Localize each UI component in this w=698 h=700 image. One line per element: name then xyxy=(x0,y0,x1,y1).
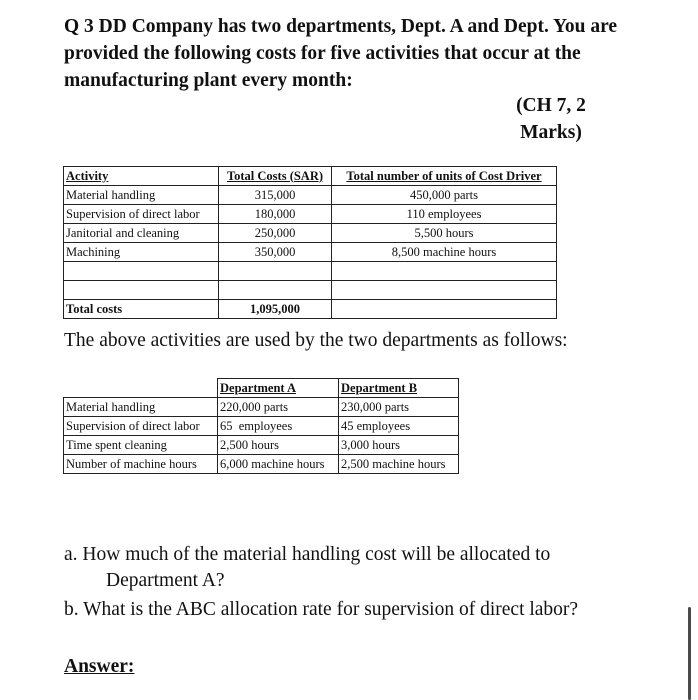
question-a-line2: Department A? xyxy=(106,570,225,591)
total-label: Total costs xyxy=(64,300,219,319)
usage-intro: The above activities are used by the two departments as follows: xyxy=(64,330,568,351)
empty-row xyxy=(64,262,557,281)
table-row xyxy=(64,224,557,243)
header-activity: Activity xyxy=(64,167,219,186)
dept-b-cell: 230,000 parts xyxy=(339,398,459,417)
dept-a-cell: 6,000 machine hours xyxy=(218,455,339,474)
usage-table-header xyxy=(64,379,459,398)
dept-b-cell: 45 employees xyxy=(339,417,459,436)
header-cost-driver: Total number of units of Cost Driver xyxy=(332,167,557,186)
header-total-costs: Total Costs (SAR) xyxy=(219,167,332,186)
usage-activity-cell: Material handling xyxy=(64,398,218,417)
dept-a-cell: 2,500 hours xyxy=(218,436,339,455)
usage-activity-cell: Time spent cleaning xyxy=(64,436,218,455)
activity-cell: Supervision of direct labor xyxy=(64,205,219,224)
usage-activity-cell: Supervision of direct labor xyxy=(64,417,218,436)
activity-cell: Machining xyxy=(64,243,219,262)
empty-row xyxy=(64,281,557,300)
question-heading: Q 3 DD Company has two departments, Dept. A and Dept. You are provided the following costs for five activities that occur at the manufacturing plant every month: xyxy=(64,16,618,91)
dept-b-cell: 3,000 hours xyxy=(339,436,459,455)
cost-cell: 315,000 xyxy=(219,186,332,205)
table-row xyxy=(64,243,557,262)
cost-table xyxy=(63,166,557,319)
question-a xyxy=(64,542,624,594)
driver-cell: 5,500 hours xyxy=(332,224,557,243)
usage-table xyxy=(63,378,459,474)
cost-cell: 350,000 xyxy=(219,243,332,262)
cost-table-header xyxy=(64,167,557,186)
driver-cell: 8,500 machine hours xyxy=(332,243,557,262)
table-row xyxy=(64,455,459,474)
dept-b-cell: 2,500 machine hours xyxy=(339,455,459,474)
question-b: b. What is the ABC allocation rate for supervision of direct labor? xyxy=(64,599,579,620)
usage-activity-cell: Number of machine hours xyxy=(64,455,218,474)
answer-label: Answer: xyxy=(64,656,135,677)
driver-cell: 450,000 parts xyxy=(332,186,557,205)
driver-cell: 110 employees xyxy=(332,205,557,224)
cost-cell: 250,000 xyxy=(219,224,332,243)
table-row xyxy=(64,436,459,455)
header-department-a: Department A xyxy=(218,379,339,398)
table-row xyxy=(64,205,557,224)
header-department-b: Department B xyxy=(339,379,459,398)
activity-cell: Janitorial and cleaning xyxy=(64,224,219,243)
table-row xyxy=(64,417,459,436)
scrollbar[interactable] xyxy=(688,607,691,700)
total-row xyxy=(64,300,557,319)
question-a-line1: a. How much of the material handling cost will be allocated to xyxy=(64,544,551,565)
table-row xyxy=(64,398,459,417)
marks-label: (CH 7, 2 Marks) xyxy=(516,95,586,143)
dept-a-cell: 65 employees xyxy=(218,417,339,436)
activity-cell: Material handling xyxy=(64,186,219,205)
total-value: 1,095,000 xyxy=(219,300,332,319)
dept-a-cell: 220,000 parts xyxy=(218,398,339,417)
cost-cell: 180,000 xyxy=(219,205,332,224)
table-row xyxy=(64,186,557,205)
